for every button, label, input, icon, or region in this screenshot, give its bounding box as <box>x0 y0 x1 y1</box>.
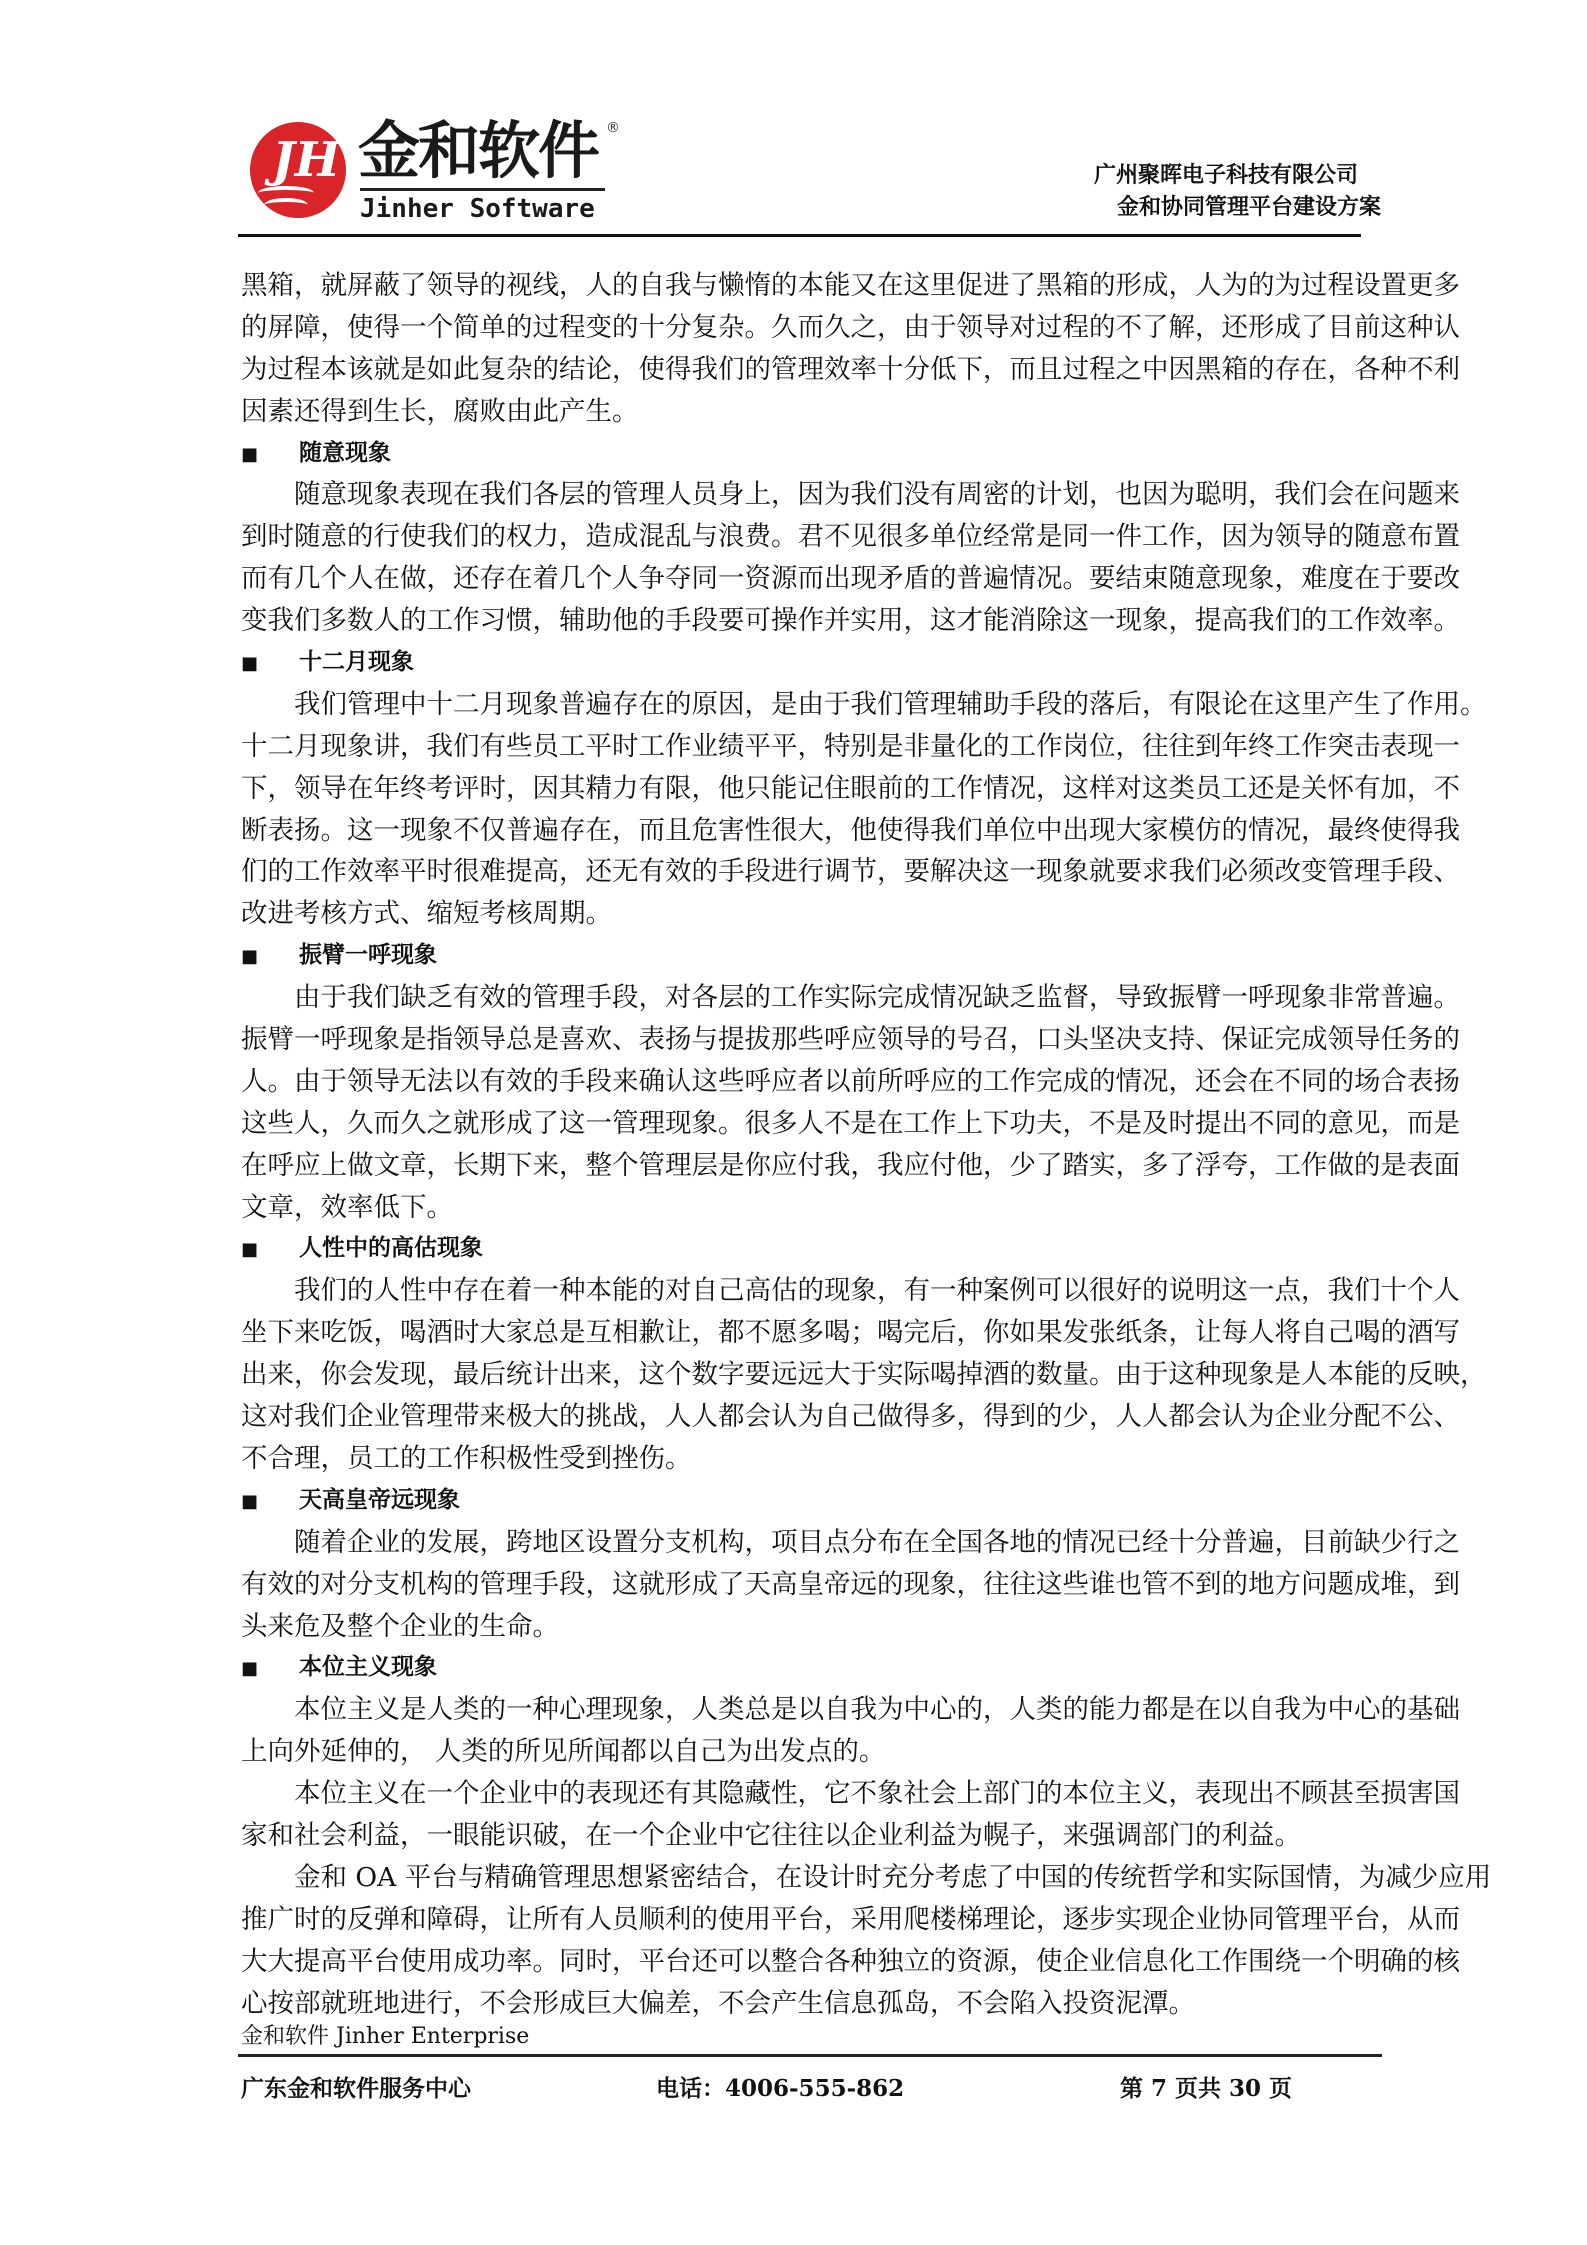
logo-divider <box>360 188 605 191</box>
section-heading <box>241 642 1356 684</box>
paragraph-line: 下，领导在年终考评时，因其精力有限，他只能记住眼前的工作情况，这样对这类员工还是关怀有加，不 <box>241 772 1460 804</box>
paragraph-line: 到时随意的行使我们的权力，造成混乱与浪费。君不见很多单位经常是同一件工作，因为领导的随意布置 <box>241 521 1460 553</box>
section-heading <box>241 1647 1356 1689</box>
paragraph-line: 变我们多数人的工作习惯，辅助他的手段要可操作并实用，这才能消除这一现象，提高我们的工作效率。 <box>241 605 1460 637</box>
paragraph-line: 坐下来吃饭，喝酒时大家总是互相歉让，都不愿多喝；喝完后，你如果发张纸条，让每人将自己喝的酒写 <box>241 1317 1460 1349</box>
footer-note: 金和软件 Jinher Enterprise <box>241 2024 530 2049</box>
paragraph-line: 大大提高平台使用成功率。同时，平台还可以整合各种独立的资源，使企业信息化工作围绕一个明确的核 <box>241 1945 1460 1977</box>
logo-emblem-icon: JH <box>250 122 346 218</box>
square-bullet-icon: ■ <box>241 1658 259 1680</box>
square-bullet-icon: ■ <box>241 946 259 968</box>
logo-chinese-name: 金和软件 <box>358 114 599 187</box>
paragraph-line: 本位主义是人类的一种心理现象，人类总是以自我为中心的，人类的能力都是在以自我为中心的基础 <box>294 1694 1460 1726</box>
paragraph-line: 家和社会利益，一眼能识破，在一个企业中它往往以企业利益为幌子，来强调部门的利益。 <box>241 1819 1301 1851</box>
paragraph-line: 人。由于领导无法以有效的手段来确认这些呼应者以前所呼应的工作完成的情况，还会在不同的场合表扬 <box>241 1065 1460 1097</box>
registered-mark: ® <box>606 120 620 136</box>
paragraph-line: 十二月现象讲，我们有些员工平时工作业绩平平，特别是非量化的工作岗位，往往到年终工作突击表现一 <box>241 730 1460 762</box>
paragraph-line: 本位主义在一个企业中的表现还有其隐藏性，它不象社会上部门的本位主义，表现出不顾甚至损害国 <box>294 1778 1460 1810</box>
paragraph-line: 出来，你会发现，最后统计出来，这个数字要远远大于实际喝掉酒的数量。由于这种现象是人本能的反映， <box>241 1359 1487 1391</box>
footer-org: 广东金和软件服务中心 <box>241 2075 471 2102</box>
paragraph-line: 上向外延伸的， 人类的所见所闻都以自己为出发点的。 <box>241 1736 886 1768</box>
paragraph-line: 推广时的反弹和障碍，让所有人员顺利的使用平台，采用爬楼梯理论，逐步实现企业协同管理平台，从而 <box>241 1903 1460 1935</box>
paragraph-line: 振臂一呼现象是指领导总是喜欢、表扬与提拔那些呼应领导的号召，口头坚决支持、保证完成领导任务的 <box>241 1024 1460 1056</box>
paragraph-line: 由于我们缺乏有效的管理手段，对各层的工作实际完成情况缺乏监督，导致振臂一呼现象非常普遍。 <box>294 982 1460 1014</box>
section-heading-text: 十二月现象 <box>299 649 414 676</box>
paragraph-line: 在呼应上做文章，长期下来，整个管理层是你应付我，我应付他，少了踏实，多了浮夸，工作做的是表面 <box>241 1149 1460 1181</box>
section-heading-text: 振臂一呼现象 <box>299 942 437 969</box>
company-name: 广州聚晖电子科技有限公司 <box>1093 163 1358 188</box>
paragraph-line: 不合理，员工的工作积极性受到挫伤。 <box>241 1442 692 1474</box>
section-heading-text: 天高皇帝远现象 <box>299 1486 460 1513</box>
section-heading-text: 本位主义现象 <box>299 1654 437 1681</box>
paragraph-line: 金和 OA 平台与精确管理思想紧密结合，在设计时充分考虑了中国的传统哲学和实际国情，为减少应用 <box>294 1861 1492 1893</box>
document-title: 金和协同管理平台建设方案 <box>1116 195 1381 220</box>
paragraph-line: 这对我们企业管理带来极大的挑战，人人都会认为自己做得多，得到的少，人人都会认为企业分配不公、 <box>241 1401 1460 1433</box>
footer-divider <box>238 2054 1382 2057</box>
header-divider <box>238 234 1361 237</box>
section-heading <box>241 1480 1356 1522</box>
section-heading <box>241 935 1356 977</box>
page-number: 第 7 页共 30 页 <box>1120 2075 1293 2102</box>
paragraph-line: 随意现象表现在我们各层的管理人员身上，因为我们没有周密的计划，也因为聪明，我们会在问题来 <box>294 479 1460 511</box>
header-right <box>1093 160 1381 224</box>
paragraph-line: 我们的人性中存在着一种本能的对自己高估的现象，有一种案例可以很好的说明这一点，我们十个人 <box>294 1275 1460 1307</box>
square-bullet-icon: ■ <box>241 1239 259 1261</box>
paragraph-line: 我们管理中十二月现象普遍存在的原因，是由于我们管理辅助手段的落后，有限论在这里产生了作用。 <box>294 688 1487 720</box>
paragraph-line: 文章，效率低下。 <box>241 1191 453 1223</box>
section-heading <box>241 1228 1356 1270</box>
section-heading-text: 人性中的高估现象 <box>299 1235 483 1262</box>
paragraph-line: 们的工作效率平时很难提高，还无有效的手段进行调节，要解决这一现象就要求我们必须改变管理手段、 <box>241 856 1460 888</box>
paragraph-line: 这些人，久而久之就形成了这一管理现象。很多人不是在工作上下功夫，不是及时提出不同的意见，而是 <box>241 1107 1460 1139</box>
paragraph-line: 随着企业的发展，跨地区设置分支机构，项目点分布在全国各地的情况已经十分普遍，目前缺少行之 <box>294 1526 1460 1558</box>
square-bullet-icon: ■ <box>241 1490 259 1512</box>
paragraph-line: 心按部就班地进行，不会形成巨大偏差，不会产生信息孤岛，不会陷入投资泥潭。 <box>241 1987 1195 2019</box>
paragraph-line: 断表扬。这一现象不仅普遍存在，而且危害性很大，他使得我们单位中出现大家模仿的情况，最终使得我 <box>241 814 1460 846</box>
paragraph-line: 为过程本该就是如此复杂的结论，使得我们的管理效率十分低下，而且过程之中因黑箱的存在，各种不利 <box>241 353 1460 385</box>
section-heading <box>241 433 1356 475</box>
section-heading-text: 随意现象 <box>299 439 391 466</box>
paragraph-line: 而有几个人在做，还存在着几个人争夺同一资源而出现矛盾的普遍情况。要结束随意现象，难度在于要改 <box>241 563 1460 595</box>
paragraph-line: 有效的对分支机构的管理手段，这就形成了天高皇帝远的现象，往往这些谁也管不到的地方问题成堆，到 <box>241 1568 1460 1600</box>
square-bullet-icon: ■ <box>241 653 259 675</box>
document-body <box>241 265 1492 2024</box>
paragraph-line: 因素还得到生长，腐败由此产生。 <box>241 395 639 427</box>
logo-english-name: Jinher Software <box>360 194 595 224</box>
paragraph-line: 的屏障，使得一个简单的过程变的十分复杂。久而久之，由于领导对过程的不了解，还形成了目前这种认 <box>241 311 1460 343</box>
footer-phone: 电话：4006-555-862 <box>656 2075 905 2102</box>
paragraph-line: 黑箱，就屏蔽了领导的视线，人的自我与懒惰的本能又在这里促进了黑箱的形成，人为的为过程设置更多 <box>241 270 1460 301</box>
square-bullet-icon: ■ <box>241 443 259 465</box>
company-logo <box>250 114 620 228</box>
paragraph-line: 头来危及整个企业的生命。 <box>241 1610 559 1642</box>
paragraph-line: 改进考核方式、缩短考核周期。 <box>241 898 612 930</box>
